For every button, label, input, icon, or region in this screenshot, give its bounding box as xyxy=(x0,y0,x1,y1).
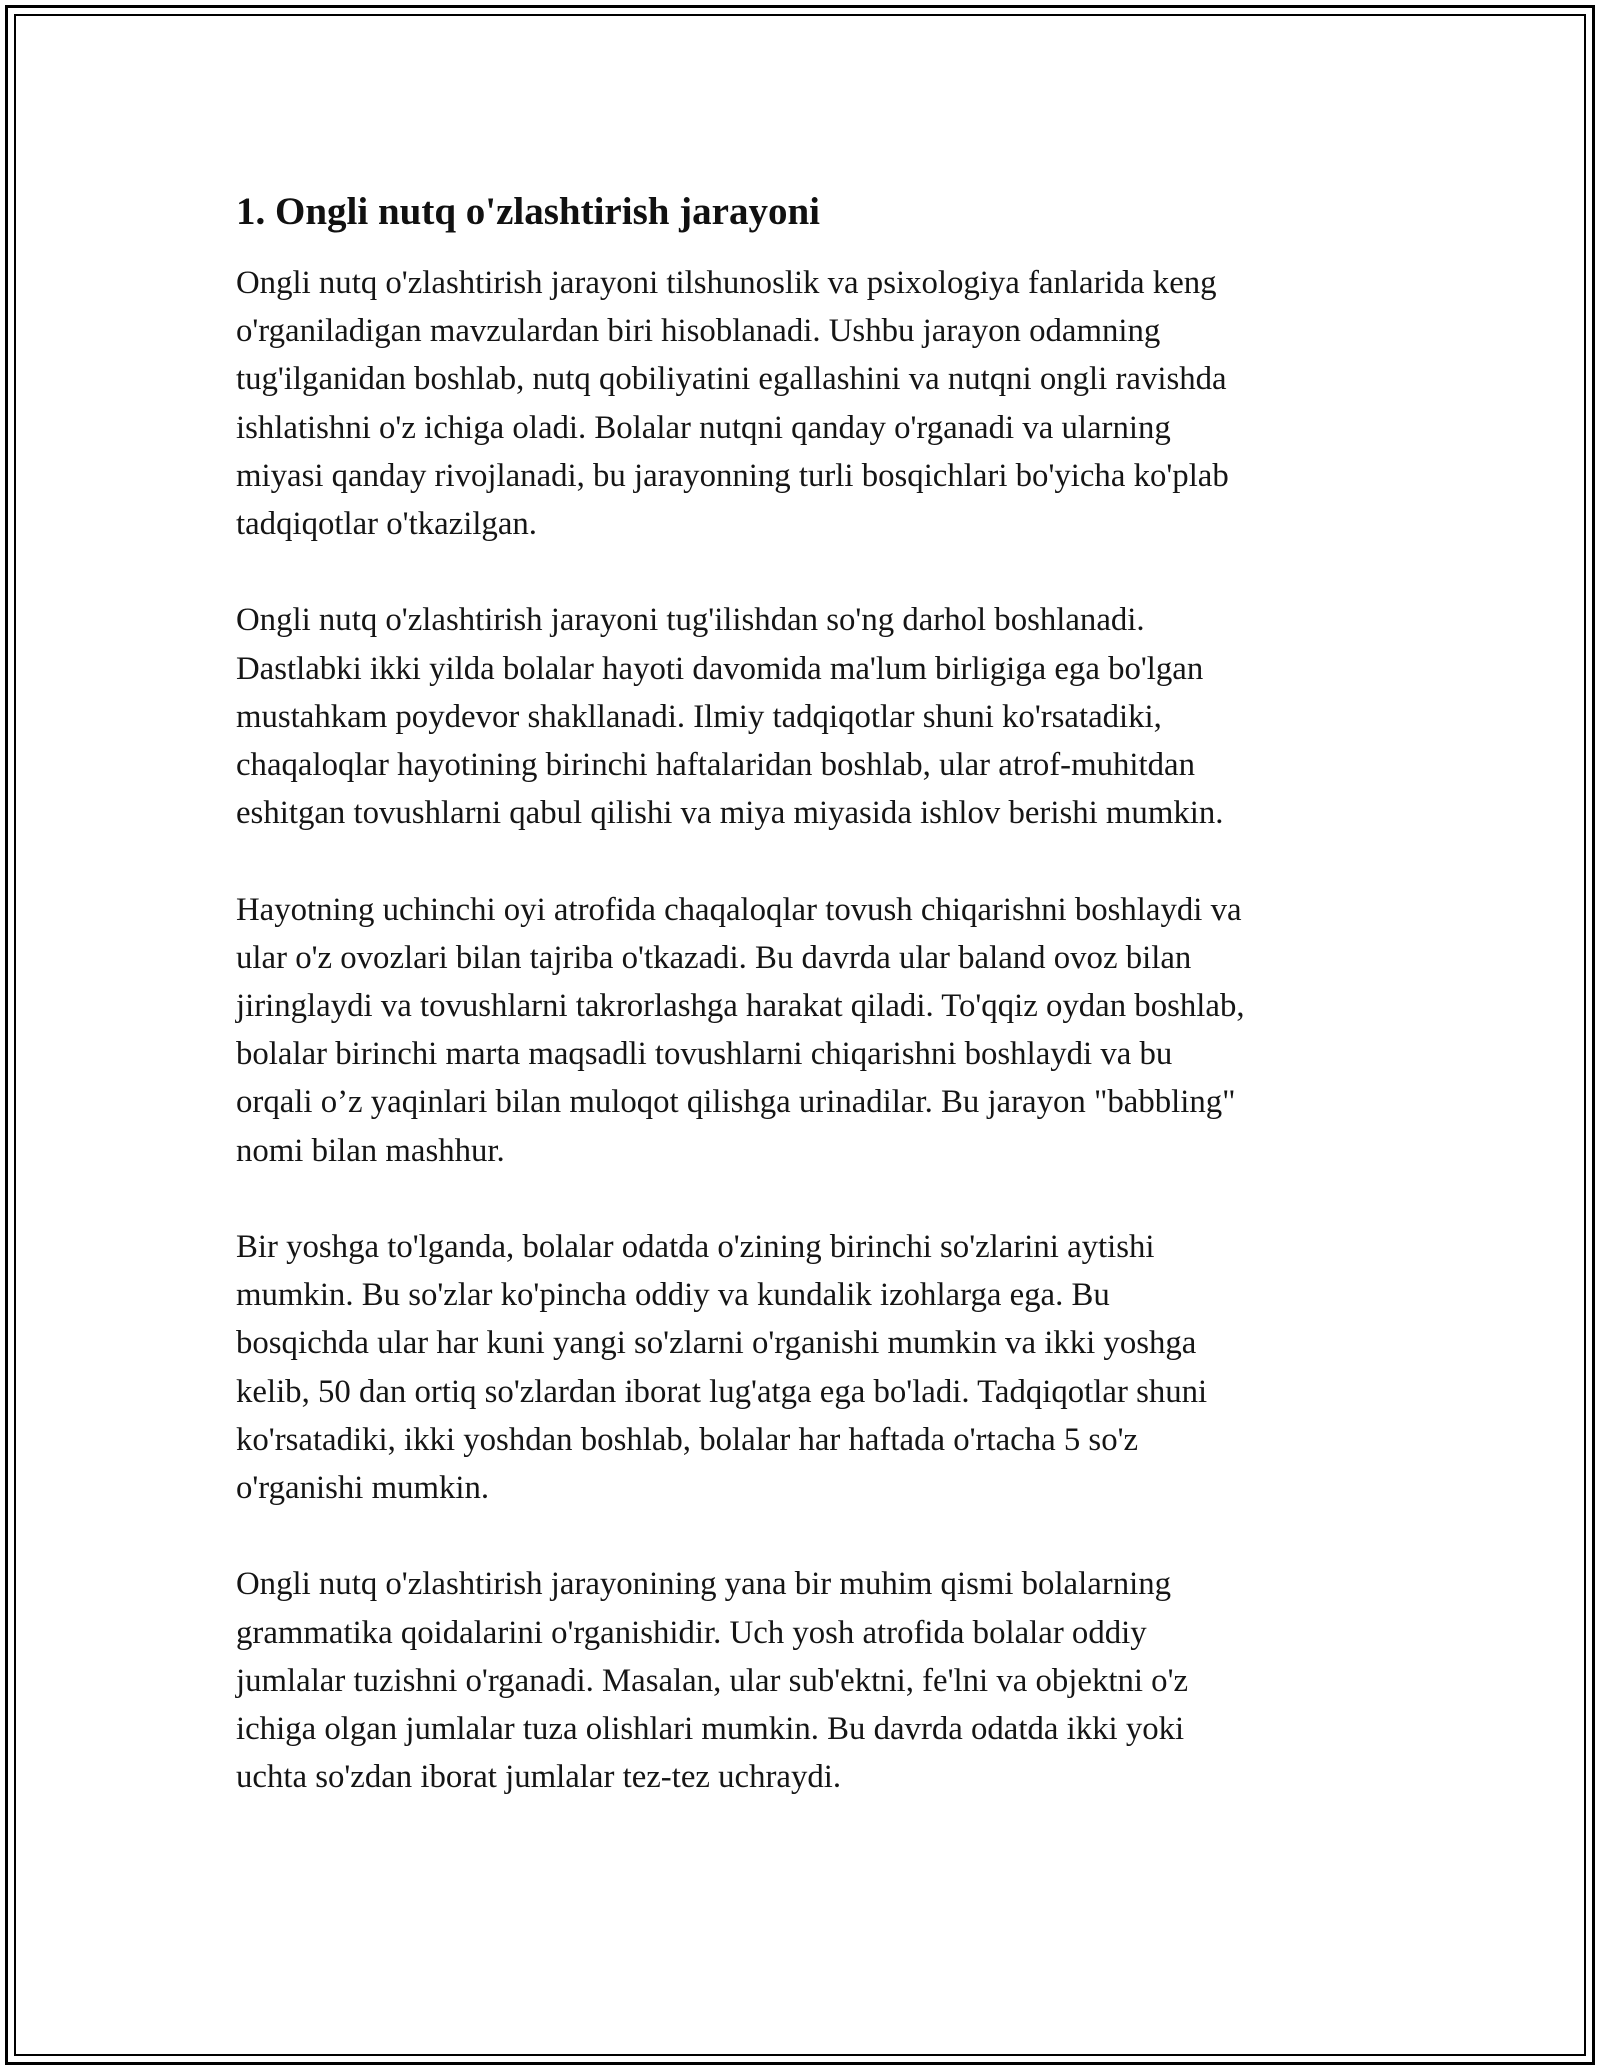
paragraph-1 xyxy=(236,259,1376,548)
paragraph-line: kelib, 50 dan ortiq so'zlardan iborat lug'atga ega bo'ladi. Tadqiqotlar shuni xyxy=(236,1373,1208,1410)
paragraph-line: bosqichda ular har kuni yangi so'zlarni o'rganishi mumkin va ikki yoshga xyxy=(236,1325,1197,1362)
paragraph-line: bolalar birinchi marta maqsadli tovushlarni chiqarishni boshlaydi va bu xyxy=(236,1036,1173,1073)
paragraph-2 xyxy=(236,596,1376,837)
paragraph-line: grammatika qoidalarini o'rganishidir. Uch yosh atrofida bolalar oddiy xyxy=(236,1614,1147,1651)
paragraph-line: o'rganishi mumkin. xyxy=(236,1470,490,1507)
paragraph-line: eshitgan tovushlarni qabul qilishi va miya miyasida ishlov berishi mumkin. xyxy=(236,795,1224,832)
paragraph-line: ular o'z ovozlari bilan tajriba o'tkazadi. Bu davrda ular baland ovoz bilan xyxy=(236,939,1192,976)
paragraph-line: o'rganiladigan mavzulardan biri hisoblanadi. Ushbu jarayon odamning xyxy=(236,313,1161,350)
paragraph-line: mumkin. Bu so'zlar ko'pincha oddiy va kundalik izohlarga ega. Bu xyxy=(236,1277,1110,1314)
paragraph-3 xyxy=(236,886,1376,1175)
paragraph-line: chaqaloqlar hayotining birinchi haftalaridan boshlab, ular atrof-muhitdan xyxy=(236,747,1195,784)
paragraph-line: tug'ilganidan boshlab, nutq qobiliyatini egallashini va nutqni ongli ravishda xyxy=(236,361,1227,398)
paragraph-line: Ongli nutq o'zlashtirish jarayoni tilshunoslik va psixologiya fanlarida keng xyxy=(236,265,1217,301)
document-body xyxy=(236,188,1376,1850)
paragraph-line: ishlatishni o'z ichiga oladi. Bolalar nutqni qanday o'rganadi va ularning xyxy=(236,409,1171,446)
paragraph-line: nomi bilan mashhur. xyxy=(236,1132,505,1169)
paragraph-line: jiringlaydi va tovushlarni takrorlashga harakat qiladi. To'qqiz oydan boshlab, xyxy=(236,988,1245,1025)
paragraph-line: Dastlabki ikki yilda bolalar hayoti davomida ma'lum birligiga ega bo'lgan xyxy=(236,650,1204,687)
paragraph-line: Hayotning uchinchi oyi atrofida chaqaloqlar tovush chiqarishni boshlaydi va xyxy=(236,891,1242,928)
paragraph-line: ichiga olgan jumlalar tuza olishlari mumkin. Bu davrda odatda ikki yoki xyxy=(236,1711,1185,1748)
paragraph-line: ko'rsatadiki, ikki yoshdan boshlab, bolalar har haftada o'rtacha 5 so'z xyxy=(236,1421,1139,1458)
paragraph-line: orqali o’z yaqinlari bilan muloqot qilishga urinadilar. Bu jarayon "babbling" xyxy=(236,1084,1236,1121)
paragraph-5 xyxy=(236,1560,1376,1801)
paragraph-line: uchta so'zdan iborat jumlalar tez-tez uchraydi. xyxy=(236,1759,842,1796)
paragraph-line: Ongli nutq o'zlashtirish jarayonining yana bir muhim qismi bolalarning xyxy=(236,1566,1172,1603)
paragraph-line: tadqiqotlar o'tkazilgan. xyxy=(236,506,537,543)
paragraph-line: Ongli nutq o'zlashtirish jarayoni tug'ilishdan so'ng darhol boshlanadi. xyxy=(236,602,1145,639)
paragraph-line: jumlalar tuzishni o'rganadi. Masalan, ular sub'ektni, fe'lni va objektni o'z xyxy=(236,1662,1189,1699)
paragraph-line: Bir yoshga to'lganda, bolalar odatda o'zining birinchi so'zlarini aytishi xyxy=(236,1229,1155,1266)
paragraph-4 xyxy=(236,1223,1376,1512)
paragraph-line: mustahkam poydevor shakllanadi. Ilmiy tadqiqotlar shuni ko'rsatadiki, xyxy=(236,698,1162,735)
section-heading: 1. Ongli nutq o'zlashtirish jarayoni xyxy=(236,190,821,233)
paragraph-line: miyasi qanday rivojlanadi, bu jarayonning turli bosqichlari bo'yicha ko'plab xyxy=(236,457,1229,494)
